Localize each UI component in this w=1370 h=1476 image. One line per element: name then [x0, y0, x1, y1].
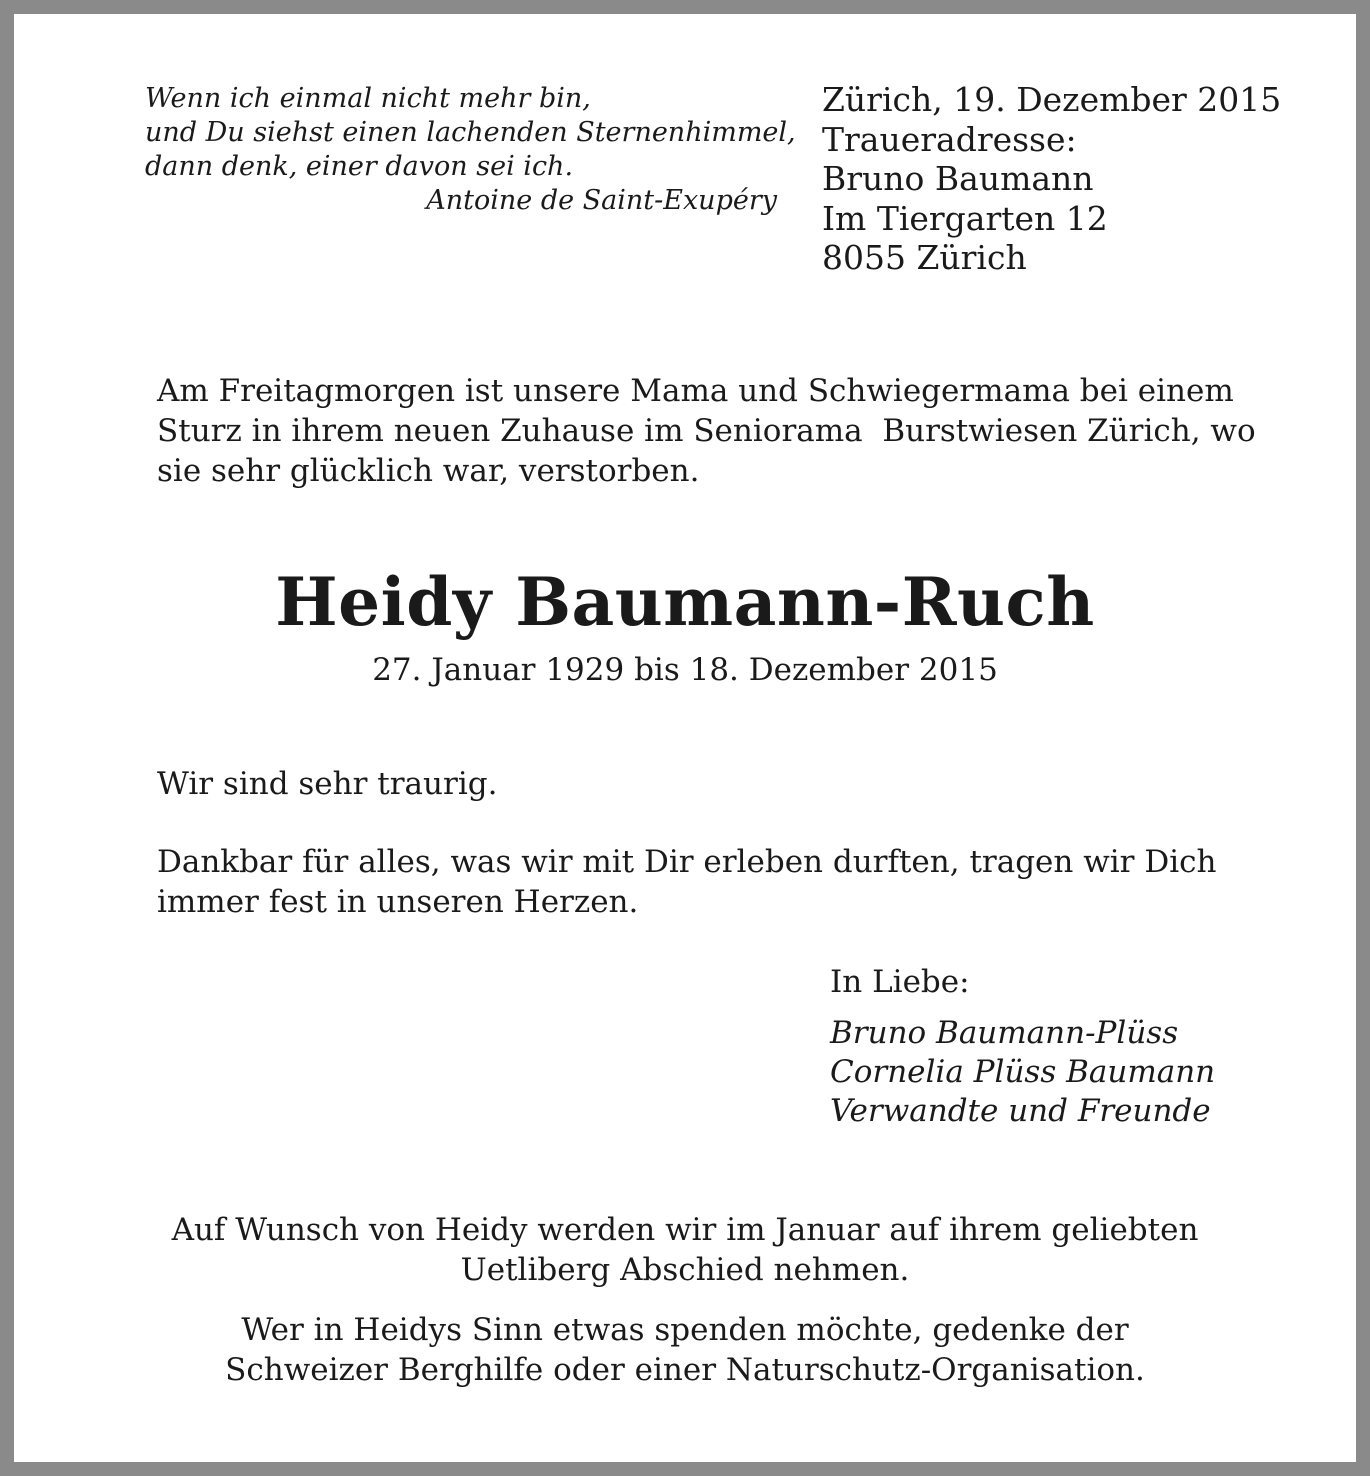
signature-block	[830, 962, 1350, 1131]
signature-label: In Liebe:	[830, 964, 970, 1000]
obituary-page	[14, 14, 1356, 1462]
mourner-names	[830, 1014, 1350, 1131]
address-name: Bruno Baumann	[822, 159, 1094, 198]
sad-line: Wir sind sehr traurig.	[157, 766, 498, 802]
address-city: 8055 Zürich	[822, 238, 1027, 277]
address-street: Im Tiergarten 12	[822, 198, 1108, 238]
sad-message	[157, 764, 1257, 804]
quote-line: Wenn ich einmal nicht mehr bin,	[145, 83, 591, 114]
quote-author: Antoine de Saint-Exupéry	[426, 185, 777, 216]
quote-line: dann denk, einer davon sei ich.	[145, 151, 574, 182]
thanks-line: Dankbar für alles, was wir mit Dir erleben durften, tragen wir Dich	[157, 844, 1217, 880]
donation-line: Wer in Heidys Sinn etwas spenden möchte, gedenke der	[241, 1312, 1129, 1348]
place-date: Zürich, 19. Dezember 2015	[822, 80, 1282, 119]
thanks-line: immer fest in unseren Herzen.	[157, 884, 639, 920]
mourning-address	[822, 80, 1342, 278]
epigraph-quote	[145, 82, 805, 218]
address-label: Traueradresse:	[822, 119, 1077, 159]
quote-line: und Du siehst einen lachenden Sternenhimmel,	[145, 117, 796, 148]
farewell-note	[14, 1210, 1356, 1290]
mourner-name: Cornelia Plüss Baumann	[830, 1054, 1216, 1090]
donation-note	[14, 1310, 1356, 1390]
announcement-line: Am Freitagmorgen ist unsere Mama und Schwiegermama bei einem	[157, 373, 1234, 409]
thanks-message	[157, 842, 1257, 922]
mourner-name: Verwandte und Freunde	[830, 1093, 1211, 1129]
announcement-line: sie sehr glücklich war, verstorben.	[157, 453, 700, 489]
farewell-line: Uetliberg Abschied nehmen.	[460, 1252, 910, 1288]
donation-line: Schweizer Berghilfe oder einer Naturschutz-Organisation.	[225, 1352, 1145, 1388]
mourner-name: Bruno Baumann-Plüss	[830, 1015, 1179, 1051]
deceased-name: Heidy Baumann-Ruch	[275, 563, 1095, 641]
farewell-line: Auf Wunsch von Heidy werden wir im Januar auf ihrem geliebten	[171, 1212, 1199, 1248]
life-dates: 27. Januar 1929 bis 18. Dezember 2015	[372, 652, 998, 688]
announcement-line: Sturz in ihrem neuen Zuhause im Seniorama Burstwiesen Zürich, wo	[157, 413, 1256, 449]
death-announcement	[157, 371, 1257, 491]
